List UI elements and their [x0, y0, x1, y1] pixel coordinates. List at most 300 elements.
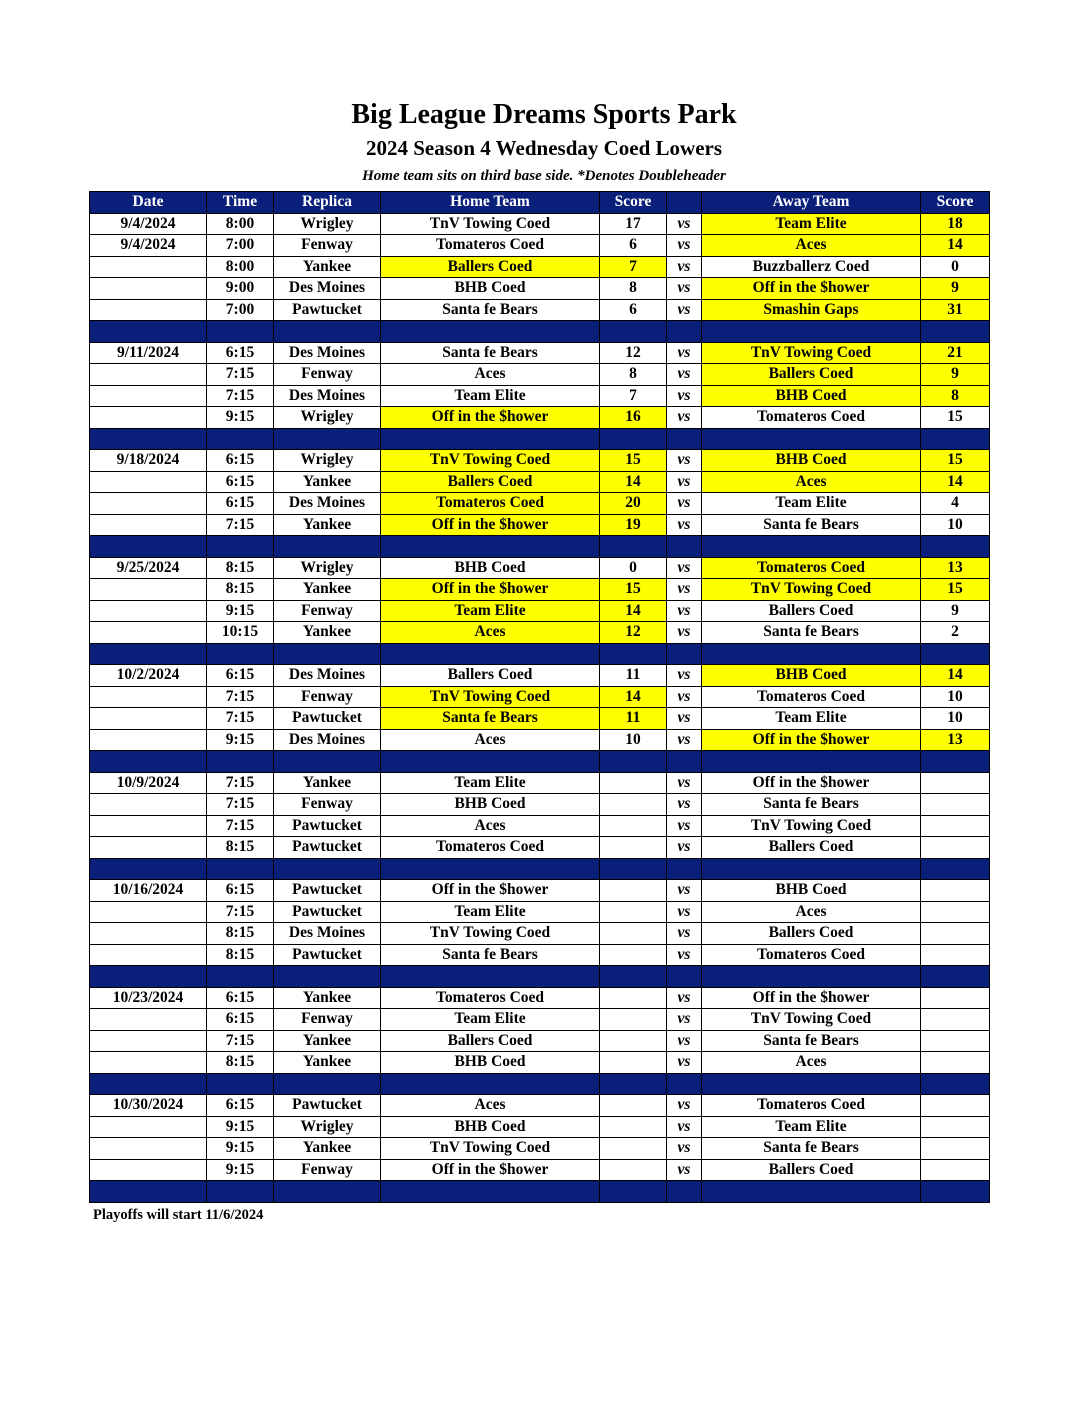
away-team: Ballers Coed: [702, 923, 921, 945]
separator-cell: [600, 536, 667, 558]
home-team: Santa fe Bears: [381, 299, 600, 321]
home-team: Team Elite: [381, 772, 600, 794]
table-row: [90, 880, 990, 902]
home-score: 17: [600, 213, 667, 235]
vs-label: vs: [667, 235, 702, 257]
game-date: [90, 837, 207, 859]
home-score: [600, 987, 667, 1009]
away-team: Tomateros Coed: [702, 686, 921, 708]
home-score: 19: [600, 514, 667, 536]
game-time: 6:15: [207, 1009, 274, 1031]
home-team: Tomateros Coed: [381, 235, 600, 257]
table-row: [90, 299, 990, 321]
table-row: [90, 1138, 990, 1160]
home-score: 20: [600, 493, 667, 515]
week-separator: [90, 1181, 990, 1203]
separator-cell: [207, 1073, 274, 1095]
game-replica: Des Moines: [274, 665, 381, 687]
game-time: 9:15: [207, 407, 274, 429]
home-score: [600, 923, 667, 945]
home-score: [600, 772, 667, 794]
separator-cell: [274, 536, 381, 558]
game-date: [90, 1052, 207, 1074]
separator-cell: [600, 751, 667, 773]
game-replica: Yankee: [274, 514, 381, 536]
game-time: 8:15: [207, 923, 274, 945]
game-replica: Des Moines: [274, 385, 381, 407]
vs-label: vs: [667, 837, 702, 859]
separator-cell: [207, 321, 274, 343]
home-team: Aces: [381, 815, 600, 837]
game-replica: Pawtucket: [274, 880, 381, 902]
game-date: [90, 493, 207, 515]
table-row: [90, 772, 990, 794]
away-score: 2: [921, 622, 990, 644]
game-replica: Fenway: [274, 686, 381, 708]
away-score: 13: [921, 557, 990, 579]
table-row: [90, 815, 990, 837]
home-team: TnV Towing Coed: [381, 923, 600, 945]
game-replica: Pawtucket: [274, 837, 381, 859]
table-row: [90, 1052, 990, 1074]
home-team: Off in the $hower: [381, 880, 600, 902]
away-team: Santa fe Bears: [702, 514, 921, 536]
away-team: BHB Coed: [702, 880, 921, 902]
game-time: 7:15: [207, 901, 274, 923]
home-score: 6: [600, 235, 667, 257]
separator-cell: [381, 966, 600, 988]
game-time: 8:15: [207, 837, 274, 859]
vs-label: vs: [667, 622, 702, 644]
vs-label: vs: [667, 772, 702, 794]
game-time: 7:15: [207, 686, 274, 708]
game-date: [90, 299, 207, 321]
game-time: 9:15: [207, 1116, 274, 1138]
vs-label: vs: [667, 1138, 702, 1160]
home-team: TnV Towing Coed: [381, 1138, 600, 1160]
home-score: 14: [600, 600, 667, 622]
away-score: [921, 901, 990, 923]
separator-cell: [921, 321, 990, 343]
game-replica: Yankee: [274, 622, 381, 644]
away-team: Aces: [702, 1052, 921, 1074]
separator-cell: [381, 536, 600, 558]
home-score: 7: [600, 256, 667, 278]
game-replica: Yankee: [274, 987, 381, 1009]
game-replica: Des Moines: [274, 278, 381, 300]
game-replica: Des Moines: [274, 493, 381, 515]
separator-cell: [600, 428, 667, 450]
home-score: [600, 815, 667, 837]
separator-cell: [921, 966, 990, 988]
game-date: [90, 708, 207, 730]
home-team: BHB Coed: [381, 557, 600, 579]
away-team: Buzzballerz Coed: [702, 256, 921, 278]
game-replica: Des Moines: [274, 342, 381, 364]
home-score: [600, 880, 667, 902]
col-away-score-header: Score: [921, 192, 990, 214]
home-score: 14: [600, 471, 667, 493]
game-time: 7:15: [207, 385, 274, 407]
away-team: BHB Coed: [702, 450, 921, 472]
table-row: [90, 278, 990, 300]
separator-cell: [702, 1073, 921, 1095]
vs-label: vs: [667, 923, 702, 945]
game-time: 8:15: [207, 944, 274, 966]
vs-label: vs: [667, 901, 702, 923]
table-row: [90, 364, 990, 386]
game-time: 8:15: [207, 1052, 274, 1074]
game-date: [90, 1138, 207, 1160]
separator-cell: [381, 1181, 600, 1203]
game-replica: Wrigley: [274, 557, 381, 579]
game-time: 6:15: [207, 665, 274, 687]
game-date: [90, 1116, 207, 1138]
separator-cell: [274, 428, 381, 450]
week-separator: [90, 321, 990, 343]
table-row: [90, 729, 990, 751]
separator-cell: [207, 643, 274, 665]
home-score: 11: [600, 665, 667, 687]
game-replica: Fenway: [274, 235, 381, 257]
game-replica: Fenway: [274, 794, 381, 816]
home-team: Aces: [381, 1095, 600, 1117]
away-score: 10: [921, 686, 990, 708]
home-team: TnV Towing Coed: [381, 686, 600, 708]
home-team: BHB Coed: [381, 794, 600, 816]
away-team: Off in the $hower: [702, 278, 921, 300]
separator-cell: [600, 1073, 667, 1095]
separator-cell: [207, 858, 274, 880]
game-time: 7:15: [207, 1030, 274, 1052]
away-score: [921, 1030, 990, 1052]
vs-label: vs: [667, 1159, 702, 1181]
game-replica: Yankee: [274, 579, 381, 601]
home-score: [600, 1095, 667, 1117]
separator-cell: [274, 1073, 381, 1095]
table-row: [90, 1095, 990, 1117]
table-row: [90, 622, 990, 644]
game-replica: Pawtucket: [274, 1095, 381, 1117]
separator-cell: [274, 1181, 381, 1203]
home-score: [600, 1052, 667, 1074]
schedule-table: [89, 191, 990, 1203]
home-score: 8: [600, 364, 667, 386]
away-score: [921, 815, 990, 837]
away-team: Ballers Coed: [702, 837, 921, 859]
game-date: 10/2/2024: [90, 665, 207, 687]
home-team: Ballers Coed: [381, 471, 600, 493]
separator-cell: [381, 428, 600, 450]
home-score: [600, 1116, 667, 1138]
table-row: [90, 471, 990, 493]
separator-cell: [381, 321, 600, 343]
home-team: Tomateros Coed: [381, 493, 600, 515]
away-team: Ballers Coed: [702, 364, 921, 386]
away-score: 14: [921, 235, 990, 257]
separator-cell: [702, 321, 921, 343]
home-team: Off in the $hower: [381, 514, 600, 536]
table-row: [90, 837, 990, 859]
away-team: Tomateros Coed: [702, 557, 921, 579]
away-score: [921, 1052, 990, 1074]
home-team: Aces: [381, 622, 600, 644]
game-time: 8:00: [207, 256, 274, 278]
game-date: 9/11/2024: [90, 342, 207, 364]
table-row: [90, 1009, 990, 1031]
away-team: TnV Towing Coed: [702, 342, 921, 364]
game-replica: Pawtucket: [274, 901, 381, 923]
vs-label: vs: [667, 1116, 702, 1138]
separator-cell: [667, 1181, 702, 1203]
table-row: [90, 579, 990, 601]
separator-cell: [921, 858, 990, 880]
away-score: 14: [921, 665, 990, 687]
game-time: 6:15: [207, 342, 274, 364]
week-separator: [90, 858, 990, 880]
table-row: [90, 256, 990, 278]
vs-label: vs: [667, 299, 702, 321]
away-team: Aces: [702, 235, 921, 257]
separator-cell: [667, 1073, 702, 1095]
game-time: 6:15: [207, 493, 274, 515]
separator-cell: [921, 536, 990, 558]
separator-cell: [921, 428, 990, 450]
vs-label: vs: [667, 729, 702, 751]
game-date: [90, 1159, 207, 1181]
vs-label: vs: [667, 471, 702, 493]
vs-label: vs: [667, 450, 702, 472]
vs-label: vs: [667, 342, 702, 364]
vs-label: vs: [667, 1030, 702, 1052]
home-score: 15: [600, 579, 667, 601]
away-team: Santa fe Bears: [702, 1138, 921, 1160]
away-score: 9: [921, 364, 990, 386]
game-replica: Fenway: [274, 600, 381, 622]
away-team: Smashin Gaps: [702, 299, 921, 321]
home-score: 14: [600, 686, 667, 708]
game-date: 9/25/2024: [90, 557, 207, 579]
table-row: [90, 1030, 990, 1052]
home-score: 10: [600, 729, 667, 751]
vs-label: vs: [667, 1095, 702, 1117]
away-score: 31: [921, 299, 990, 321]
game-time: 9:15: [207, 1159, 274, 1181]
home-team: BHB Coed: [381, 1052, 600, 1074]
game-date: [90, 600, 207, 622]
table-row: [90, 600, 990, 622]
separator-cell: [90, 643, 207, 665]
home-team: Aces: [381, 729, 600, 751]
game-replica: Yankee: [274, 471, 381, 493]
separator-cell: [667, 966, 702, 988]
table-row: [90, 407, 990, 429]
separator-cell: [702, 428, 921, 450]
separator-cell: [381, 1073, 600, 1095]
away-team: Team Elite: [702, 213, 921, 235]
home-score: 12: [600, 622, 667, 644]
week-separator: [90, 1073, 990, 1095]
col-vs-header: [667, 192, 702, 214]
game-date: [90, 278, 207, 300]
game-replica: Des Moines: [274, 729, 381, 751]
game-time: 8:15: [207, 557, 274, 579]
home-score: [600, 944, 667, 966]
game-time: 8:00: [207, 213, 274, 235]
game-date: [90, 1009, 207, 1031]
separator-cell: [274, 751, 381, 773]
game-replica: Wrigley: [274, 213, 381, 235]
away-team: Santa fe Bears: [702, 794, 921, 816]
table-row: [90, 1159, 990, 1181]
separator-cell: [921, 1181, 990, 1203]
table-row: [90, 708, 990, 730]
vs-label: vs: [667, 708, 702, 730]
game-date: [90, 901, 207, 923]
separator-cell: [274, 966, 381, 988]
separator-cell: [381, 858, 600, 880]
game-date: [90, 471, 207, 493]
away-team: Santa fe Bears: [702, 622, 921, 644]
table-row: [90, 1116, 990, 1138]
away-score: 4: [921, 493, 990, 515]
vs-label: vs: [667, 278, 702, 300]
away-score: [921, 1138, 990, 1160]
separator-cell: [921, 643, 990, 665]
home-score: 12: [600, 342, 667, 364]
game-replica: Yankee: [274, 1052, 381, 1074]
game-time: 9:15: [207, 1138, 274, 1160]
separator-cell: [702, 1181, 921, 1203]
away-team: Aces: [702, 471, 921, 493]
game-date: [90, 407, 207, 429]
vs-label: vs: [667, 557, 702, 579]
separator-cell: [667, 643, 702, 665]
game-time: 7:15: [207, 772, 274, 794]
separator-cell: [600, 643, 667, 665]
game-replica: Fenway: [274, 1009, 381, 1031]
away-score: 8: [921, 385, 990, 407]
away-score: 15: [921, 450, 990, 472]
home-score: [600, 901, 667, 923]
table-row: [90, 557, 990, 579]
home-team: Team Elite: [381, 385, 600, 407]
game-date: [90, 364, 207, 386]
game-date: [90, 256, 207, 278]
separator-cell: [600, 321, 667, 343]
game-date: 10/30/2024: [90, 1095, 207, 1117]
game-time: 6:15: [207, 880, 274, 902]
home-team: Santa fe Bears: [381, 708, 600, 730]
game-time: 6:15: [207, 471, 274, 493]
away-score: [921, 944, 990, 966]
home-score: 15: [600, 450, 667, 472]
home-score: [600, 837, 667, 859]
game-date: [90, 514, 207, 536]
home-team: Ballers Coed: [381, 1030, 600, 1052]
week-separator: [90, 643, 990, 665]
table-row: [90, 514, 990, 536]
page-title: Big League Dreams Sports Park: [351, 99, 737, 130]
game-replica: Pawtucket: [274, 944, 381, 966]
col-home-team-header: Home Team: [381, 192, 600, 214]
game-time: 7:15: [207, 794, 274, 816]
away-team: Tomateros Coed: [702, 407, 921, 429]
game-date: 9/4/2024: [90, 213, 207, 235]
table-row: [90, 235, 990, 257]
vs-label: vs: [667, 665, 702, 687]
game-date: 10/9/2024: [90, 772, 207, 794]
game-time: 9:00: [207, 278, 274, 300]
away-score: [921, 880, 990, 902]
home-team: TnV Towing Coed: [381, 213, 600, 235]
home-team: Santa fe Bears: [381, 944, 600, 966]
col-away-team-header: Away Team: [702, 192, 921, 214]
vs-label: vs: [667, 794, 702, 816]
separator-cell: [207, 751, 274, 773]
home-score: 6: [600, 299, 667, 321]
separator-cell: [90, 536, 207, 558]
game-replica: Yankee: [274, 1138, 381, 1160]
week-separator: [90, 428, 990, 450]
table-row: [90, 686, 990, 708]
away-team: BHB Coed: [702, 665, 921, 687]
separator-cell: [921, 751, 990, 773]
separator-cell: [207, 428, 274, 450]
separator-cell: [600, 1181, 667, 1203]
vs-label: vs: [667, 1052, 702, 1074]
separator-cell: [381, 751, 600, 773]
home-team: Ballers Coed: [381, 256, 600, 278]
vs-label: vs: [667, 493, 702, 515]
game-date: [90, 622, 207, 644]
game-replica: Pawtucket: [274, 708, 381, 730]
vs-label: vs: [667, 213, 702, 235]
game-replica: Fenway: [274, 364, 381, 386]
home-score: [600, 1030, 667, 1052]
separator-cell: [207, 1181, 274, 1203]
separator-cell: [207, 536, 274, 558]
away-team: TnV Towing Coed: [702, 1009, 921, 1031]
game-date: 9/4/2024: [90, 235, 207, 257]
table-row: [90, 450, 990, 472]
separator-cell: [90, 321, 207, 343]
week-separator: [90, 536, 990, 558]
vs-label: vs: [667, 579, 702, 601]
game-replica: Wrigley: [274, 407, 381, 429]
game-replica: Wrigley: [274, 1116, 381, 1138]
away-team: Off in the $hower: [702, 772, 921, 794]
separator-cell: [702, 858, 921, 880]
game-date: [90, 815, 207, 837]
separator-cell: [921, 1073, 990, 1095]
game-replica: Pawtucket: [274, 815, 381, 837]
away-score: [921, 794, 990, 816]
table-row: [90, 794, 990, 816]
home-score: [600, 1138, 667, 1160]
vs-label: vs: [667, 987, 702, 1009]
game-date: [90, 385, 207, 407]
home-team: Aces: [381, 364, 600, 386]
away-score: 10: [921, 708, 990, 730]
game-replica: Pawtucket: [274, 299, 381, 321]
away-score: [921, 923, 990, 945]
away-score: 15: [921, 579, 990, 601]
away-team: TnV Towing Coed: [702, 815, 921, 837]
home-team: Tomateros Coed: [381, 987, 600, 1009]
game-time: 7:00: [207, 235, 274, 257]
game-time: 6:15: [207, 450, 274, 472]
